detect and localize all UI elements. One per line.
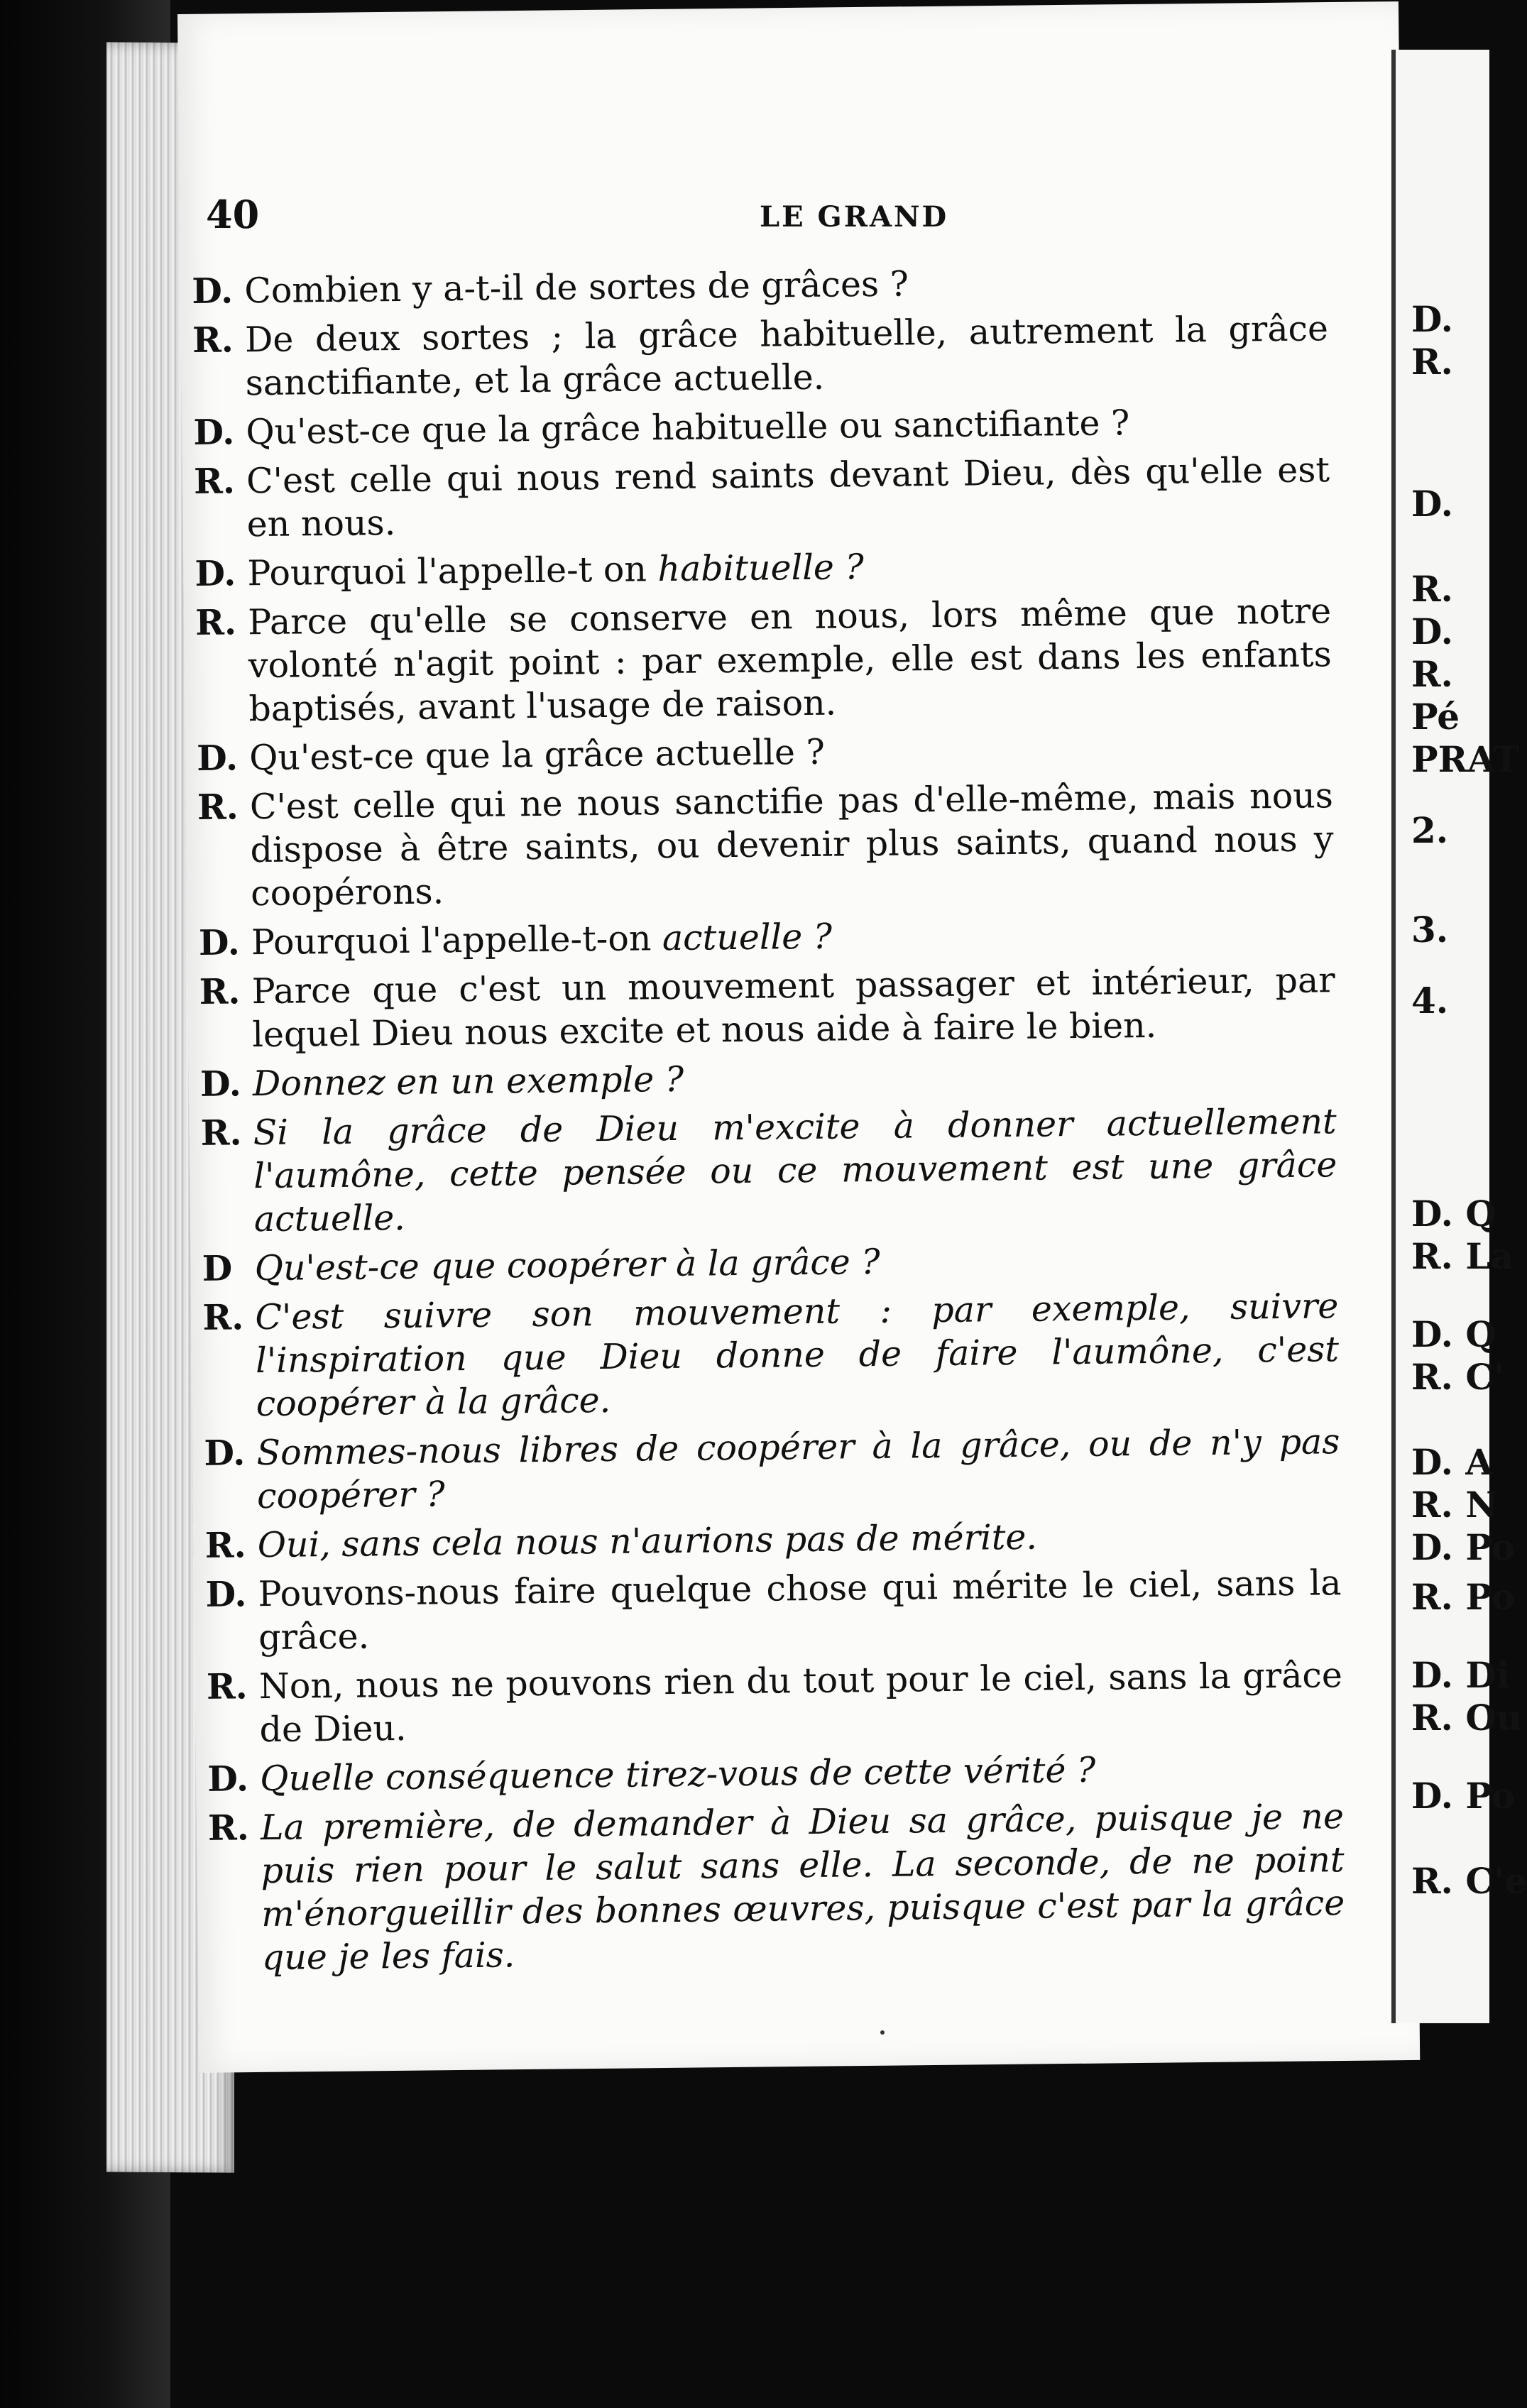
- facing-page-fragment: D. Po: [1411, 1526, 1515, 1568]
- qa-text: La première, de demander à Dieu sa grâce, puisque je ne puis rien pour le salut sans elle. La seconde, de ne point m'énorgueillir des bonnes œuvres, puisque c'est par la grâce que je les fais.: [260, 1796, 1345, 1979]
- qa-text: [247, 540, 1331, 595]
- answer-item: [202, 1284, 1340, 1426]
- qa-text: Qu'est-ce que coopérer à la grâce ?: [254, 1241, 880, 1289]
- qa-label: D.: [207, 1758, 249, 1800]
- question-item: [195, 540, 1331, 596]
- qa-text: [251, 909, 1335, 964]
- facing-page-fragment: D. Di: [1411, 1654, 1510, 1696]
- facing-page-fragment: D. Po: [1411, 1775, 1515, 1817]
- qa-label: D.: [192, 270, 234, 312]
- qa-text: Qu'est-ce que la grâce habituelle ou sanctifiante ?: [246, 403, 1130, 453]
- ink-speck: [880, 2030, 885, 2035]
- facing-page-fragment: D. Q: [1411, 1193, 1496, 1235]
- qa-text-part: Pourquoi l'appelle-t on: [247, 549, 658, 594]
- qa-emphasis: habituelle ?: [657, 547, 865, 590]
- facing-page-fragment: R. La: [1411, 1235, 1514, 1277]
- qa-text: Parce qu'elle se conserve en nous, lors même que notre volonté n'agit point : par exemple, elle est dans les enfants baptisés, avant l'usage de raison.: [247, 591, 1332, 730]
- facing-page-fragment: R. Po: [1411, 1576, 1515, 1618]
- facing-page-strip: [1391, 50, 1527, 2023]
- facing-page-fragment: PRAT: [1411, 738, 1520, 780]
- qa-label: D.: [204, 1432, 246, 1474]
- facing-page-fragment: R. N: [1411, 1484, 1499, 1526]
- qa-text: Si la grâce de Dieu m'excite à donner actuellement l'aumône, cette pensée ou ce mouvement est une grâce actuelle.: [253, 1101, 1337, 1240]
- question-item: [202, 1235, 1338, 1291]
- qa-label: R.: [204, 1524, 246, 1566]
- answer-item: [197, 774, 1335, 916]
- facing-page-fragment: R. C': [1411, 1356, 1505, 1398]
- qa-label: D.: [195, 552, 236, 594]
- page-number: 40: [206, 192, 260, 237]
- facing-page-fragment: D. A: [1411, 1441, 1494, 1483]
- facing-page-fragment: 4.: [1411, 980, 1449, 1022]
- qa-text: De deux sortes ; la grâce habituelle, autrement la grâce sanctifiante, et la grâce actuelle.: [244, 308, 1329, 404]
- qa-text: Qu'est-ce que la grâce actuelle ?: [248, 731, 826, 779]
- qa-label: D.: [199, 1063, 242, 1105]
- qa-text: Non, nous ne pouvons rien du tout pour le ciel, sans la grâce de Dieu.: [258, 1655, 1343, 1751]
- answer-item: [205, 1512, 1342, 1567]
- qa-label: R.: [207, 1807, 250, 1849]
- qa-text: Sommes-nous libres de coopérer à la grâce, ou de n'y pas coopérer ?: [256, 1421, 1340, 1517]
- qa-text-part: Pourquoi l'appelle-t-on: [251, 918, 663, 963]
- qa-label: R.: [192, 319, 234, 361]
- question-item: [205, 1561, 1342, 1660]
- qa-text: C'est celle qui ne nous sanctifie pas d'elle-même, mais nous dispose à être saints, ou devenir plus saints, quand nous y coopérons.: [249, 775, 1334, 914]
- facing-page-fragment: R.: [1411, 341, 1453, 383]
- question-item: [207, 1746, 1344, 1801]
- qa-label: D: [202, 1247, 233, 1289]
- qa-label: D.: [205, 1573, 247, 1615]
- answer-item: [208, 1795, 1345, 1980]
- answer-item: [199, 958, 1335, 1057]
- question-item: [204, 1420, 1340, 1518]
- answer-item: [194, 448, 1330, 547]
- qa-text: Donnez en un exemple ?: [252, 1058, 684, 1105]
- qa-label: D.: [196, 737, 239, 779]
- facing-page-fragment: R. C'e: [1411, 1860, 1527, 1902]
- running-title: LE GRAND: [760, 200, 949, 234]
- catechism-qa-list: [192, 258, 1345, 1986]
- question-item: [200, 1051, 1337, 1106]
- facing-page-fragment: R.: [1411, 568, 1453, 610]
- qa-text: Combien y a-t-il de sortes de grâces ?: [244, 263, 909, 312]
- qa-label: R.: [193, 460, 236, 502]
- qa-label: R.: [202, 1296, 244, 1338]
- facing-page-fragment: 2.: [1411, 809, 1449, 851]
- qa-text: C'est celle qui nous rend saints devant Dieu, dès qu'elle est en nous.: [246, 449, 1330, 545]
- answer-item: [200, 1100, 1337, 1242]
- page-header: [206, 192, 1313, 241]
- facing-page-fragment: Pé: [1411, 696, 1460, 738]
- qa-label: D.: [198, 921, 241, 963]
- qa-label: R.: [197, 786, 239, 828]
- facing-page-fragment: 3.: [1411, 909, 1449, 951]
- facing-page-fragment: D.: [1411, 298, 1453, 340]
- qa-text: Quelle conséquence tirez-vous de cette vérité ?: [259, 1749, 1096, 1800]
- question-item: [199, 909, 1335, 965]
- answer-item: [192, 307, 1329, 405]
- qa-label: D.: [193, 411, 235, 453]
- qa-label: R.: [200, 1112, 242, 1154]
- facing-page-fragment: D.: [1411, 483, 1453, 525]
- answer-item: [195, 589, 1332, 731]
- qa-text: C'est suivre son mouvement : par exemple, suivre l'inspiration que Dieu donne de faire l'aumône, c'est coopérer à la grâce.: [255, 1286, 1340, 1425]
- qa-label: R.: [206, 1665, 248, 1707]
- qa-label: R.: [195, 601, 237, 643]
- facing-page-fragment: D. Q: [1411, 1313, 1496, 1355]
- qa-label: R.: [199, 970, 241, 1012]
- facing-page-fragment: D.: [1411, 611, 1453, 652]
- answer-item: [207, 1653, 1343, 1752]
- qa-text: Oui, sans cela nous n'aurions pas de mérite.: [257, 1516, 1038, 1566]
- qa-text: Pouvons-nous faire quelque chose qui mérite le ciel, sans la grâce.: [258, 1563, 1342, 1658]
- question-item: [193, 399, 1330, 454]
- facing-page-fragment: R.: [1411, 653, 1453, 695]
- qa-text: Parce que c'est un mouvement passager et intérieur, par lequel Dieu nous excite et nous aide à faire le bien.: [251, 960, 1335, 1056]
- qa-emphasis: actuelle ?: [662, 916, 833, 959]
- facing-page-fragment: R. Ou: [1411, 1697, 1523, 1739]
- question-item: [197, 725, 1333, 780]
